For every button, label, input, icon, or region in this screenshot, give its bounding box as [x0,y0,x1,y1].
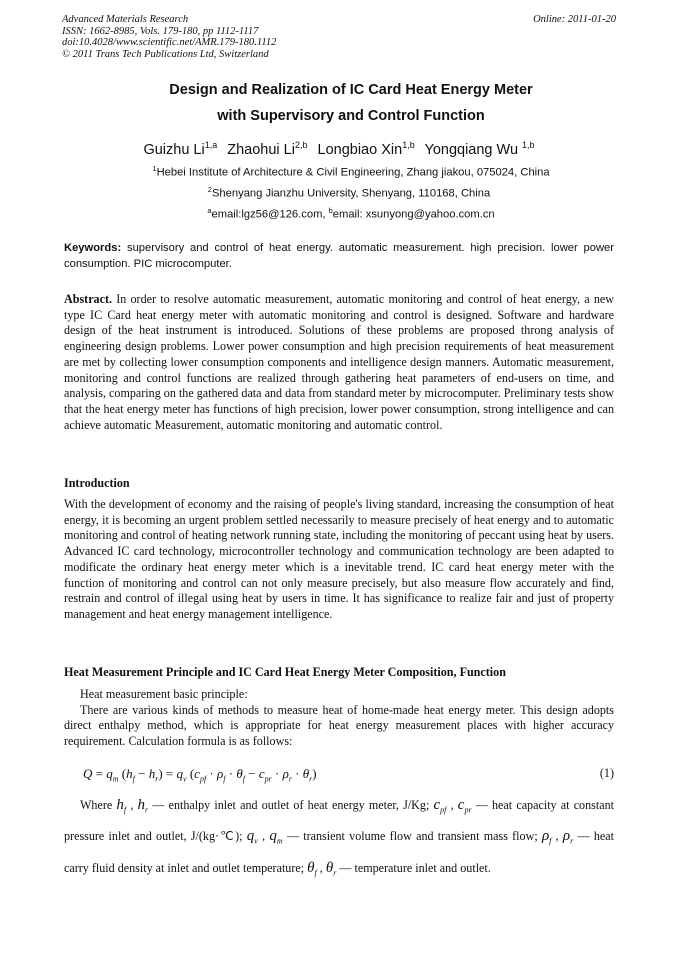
keywords [64,240,614,272]
email-a: email:lgz56@126.com, [211,208,329,221]
affil-text: Hebei Institute of Architecture & Civil Engineering, Zhang jiakou, 075024, China [156,166,550,179]
symbol-definitions: Where $h_f$ , $h_r$ — enthalpy inlet and outlet of heat energy meter, J/Kg; $c_{pf}$ , $c_{pr}$ — heat capacity at constant pressure inlet and outlet, J/(kg·℃); $q_v$ , $q_m$ — transient volume flow and transient mass flow; $\rho_f$ , $\rho_r$ — heat carry fluid density at inlet and outlet temperature; $\theta_f$ , $\theta_r$ — temperature inlet and outlet. [64,797,614,878]
author-name: Zhaohui Li [227,141,295,158]
author-affil: 1,a [204,140,218,150]
email-line [12,206,678,221]
email-marker: a [207,206,212,215]
def-density: — heat carry fluid density at inlet and outlet temperature; [64,829,614,875]
section-heading-introduction: Introduction [64,476,130,490]
affiliation-2 [10,185,678,200]
paper-title-line-2: with Supervisory and Control Function [217,108,485,124]
keywords-label: Keywords: [64,242,122,254]
affiliation-1 [12,164,678,179]
abstract-label: Abstract. [64,292,113,306]
abstract [64,292,614,433]
paragraph: Heat measurement basic principle: [80,687,248,701]
author-affil: 2,b [294,140,308,150]
author-name: Yongqiang Wu [424,141,519,158]
author-affil: 1,b [522,140,535,150]
affil-text: Shenyang Jianzhu University, Shenyang, 110168, China [211,187,491,200]
affil-marker: 1 [152,164,157,173]
copyright-line: © 2011 Trans Tech Publications Ltd, Switzerland [62,48,269,60]
section-heading-heat-measurement: Heat Measurement Principle and IC Card Heat Energy Meter Composition, Function [64,665,506,679]
equation-1: $Q = q_m$ $(h_f - h_r) = q_v$ $(c_{pf} \cdot \rho_f \cdot \theta_f - c_{pr} \cdot \rho_r \cdot \theta_r)$ [83,766,317,784]
author-affil: 1,b [402,140,415,150]
equation-number: (1) [599,766,614,780]
doi-line: doi:10.4028/www.scientific.net/AMR.179-180.1112 [62,37,277,49]
where-word: Where [80,798,117,812]
email-b: email: xsunyong@yahoo.com.cn [332,208,495,221]
author-name: Guizhu Li [143,141,205,158]
def-capacity: — heat capacity at constant pressure inlet and outlet, J/(kg·℃); [64,798,614,844]
heat-principle-text [64,687,614,750]
affil-marker: 2 [207,185,212,194]
email-marker: b [328,206,333,215]
keywords-text: supervisory and control of heat energy. automatic measurement. high precision. lower power consumption. PIC microcomputer. [64,242,614,270]
issn-line: ISSN: 1662-8985, Vols. 179-180, pp 1112-1117 [62,25,259,37]
def-temperature: — temperature inlet and outlet. [336,860,491,875]
paper-title-line-1: Design and Realization of IC Card Heat Energy Meter [169,82,533,98]
def-enthalpy: — enthalpy inlet and outlet of heat energy meter, J/Kg; [148,798,434,812]
author-list [0,140,678,158]
paragraph: There are various kinds of methods to measure heat of home-made heat energy meter. This design adopts direct enthalpy method, which is appropriate for heat energy measurement places with higher accuracy requirement. Calculation formula is as follows: [64,702,614,749]
def-flow: — transient volume flow and transient mass flow; [282,829,542,844]
online-date: Online: 2011-01-20 [533,14,616,25]
journal-name: Advanced Materials Research [62,14,189,25]
journal-header [62,14,276,60]
author-name: Longbiao Xin [317,141,403,158]
abstract-text: In order to resolve automatic measurement, automatic monitoring and control of heat energy, a new type IC Card heat energy meter with automatic monitoring and control is designed. Software and hardware design of the heat instrument is introduced. Solutions of these problems are proposed throng analysis of engineering design problems. Lower power consumption and high precision requirements of heat measurement are met by collecting lower consumption components and intelligence design manners. Automatic measurement, monitoring and control functions are realized through gathering heat parameters of end-users on time, and analysis, comparing on the gathered data and data from standard meter by microcomputer. Preliminary tests show that the heat energy meter has functions of high precision, lower power consumption, strong intelligence and can achieve automatic Measurement, automatic monitoring and automatic control. [64,292,614,432]
introduction-paragraph: With the development of economy and the raising of people's living standard, increasing the consumption of heat energy, it is becoming an urgent problem settled necessarily to measure precisely of heat energy and to automatic monitoring and control of heating network running state, including the monitoring of peccant using heat by users. Advanced IC card technology, microcontroller technology and communication technology are been adapted to modificate the ordinary heat energy meter which is a inevitable trend. IC card heat energy meter with the function of monitoring and control can not only measure precisely, but also measure flow accurately and find, restrain and control of illegal using heat by users in time. It has significance to realize fair and just of property management and heat energy management intelligence. [64,497,614,621]
